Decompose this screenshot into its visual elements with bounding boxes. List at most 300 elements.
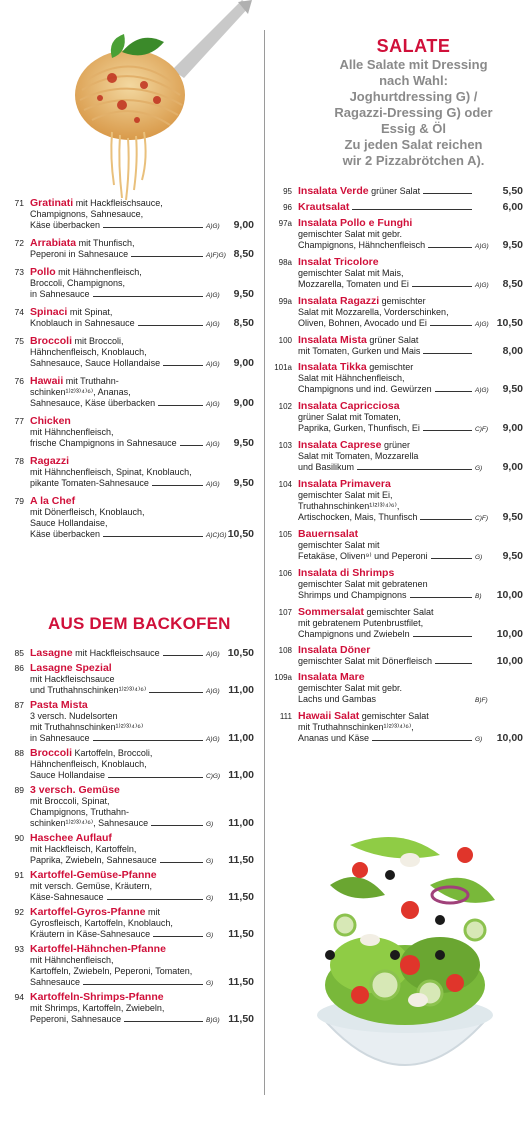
item-title-line [298, 529, 523, 540]
item-body [298, 711, 529, 745]
item-desc-last: Kräutern in Käse-Sahnesauce [30, 929, 151, 939]
item-desc: mit Hähnchenfleisch, [55, 267, 142, 277]
item-body [30, 456, 262, 490]
item-desc-line: Truthahnschinken¹⁾²⁾³⁾⁴⁾⁶⁾, [298, 501, 400, 511]
item-title-line [298, 257, 523, 268]
item-title: Insalata Capricciosa [298, 400, 400, 412]
item-desc-line: mit Hackfleischsauce [30, 674, 115, 684]
dot-leader [138, 325, 203, 326]
item-price: 9,00 [233, 357, 254, 369]
menu-item [268, 186, 529, 197]
menu-item [268, 672, 529, 706]
item-desc-line: schinken¹⁾²⁾³⁾⁴⁾⁶⁾, Ananas, [30, 387, 131, 397]
item-body [30, 907, 262, 941]
item-title-line [30, 944, 254, 955]
dot-leader [352, 209, 472, 210]
dot-leader [152, 485, 203, 486]
item-desc-last: und Truthahnschinken¹⁾²⁾³⁾⁴⁾⁶⁾ [30, 685, 147, 695]
item-price-line [30, 818, 254, 830]
item-desc-line: mit Broccoli, Spinat, [30, 796, 110, 806]
item-body [30, 238, 262, 261]
item-number: 96 [283, 203, 292, 212]
item-price: 8,50 [502, 278, 523, 290]
allergen-codes: B) [475, 593, 482, 600]
item-price-line [298, 629, 523, 640]
item-title-line [30, 416, 254, 427]
item-title-line [30, 663, 254, 674]
item-price-line [30, 733, 254, 745]
item-title-line [30, 748, 254, 759]
item-body [298, 362, 529, 396]
item-number: 99a [278, 297, 292, 306]
item-price: 8,50 [233, 317, 254, 329]
item-number: 73 [14, 267, 24, 277]
item-desc: gemischter Salat [363, 607, 434, 617]
item-desc-last: Shrimps und Champignons [298, 590, 407, 600]
item-body [298, 568, 529, 602]
item-title: Insalat Tricolore [298, 256, 379, 268]
item-price-line [30, 977, 254, 989]
item-desc-last: Oliven, Bohnen, Avocado und Ei [298, 318, 427, 328]
item-number: 86 [14, 663, 24, 673]
menu-item [0, 336, 262, 370]
backofen-heading: AUS DEM BACKOFEN [48, 614, 231, 633]
item-price-line [30, 318, 254, 330]
menu-item [268, 479, 529, 524]
item-body [298, 529, 529, 563]
item-price: 9,50 [502, 383, 523, 395]
item-number: 108 [278, 646, 292, 655]
item-desc-last: und Basilikum [298, 462, 355, 472]
dot-leader [93, 740, 203, 741]
item-price: 9,00 [502, 461, 523, 473]
dot-leader [357, 469, 472, 470]
allergen-codes: A)G) [206, 292, 220, 299]
item-desc-line: mit gebratenem Putenbrustfilet, [298, 618, 424, 628]
item-price-line [30, 929, 254, 941]
item-desc-last: mit Tomaten, Gurken und Mais [298, 346, 421, 356]
item-price: 10,00 [496, 732, 523, 744]
item-body [30, 700, 262, 745]
item-number: 104 [278, 480, 292, 489]
item-title-line [30, 198, 254, 209]
item-desc-line: mit Hähnchenfleisch, [30, 955, 114, 965]
allergen-codes: A)G) [206, 441, 220, 448]
item-desc-last: Fetakäse, Oliven⁹⁾ und Peperoni [298, 551, 428, 561]
item-price: 11,00 [228, 817, 254, 829]
item-price-line [298, 186, 523, 197]
item-body [298, 257, 529, 291]
item-body [298, 440, 529, 474]
item-desc-last: Käse-Sahnesauce [30, 892, 104, 902]
menu-item [268, 645, 529, 667]
item-title-line [30, 907, 254, 918]
item-title-line [30, 336, 254, 347]
item-price: 10,50 [227, 647, 254, 659]
salate-subtitle-line: Ragazzi-Dressing G) oder [334, 105, 493, 120]
salate-subtitle-line: Essig & Öl [380, 121, 447, 136]
item-title-line [30, 870, 254, 881]
item-number: 90 [14, 833, 24, 843]
menu-item [268, 257, 529, 291]
allergen-codes: G) [475, 465, 483, 472]
item-desc-line: grüner Salat mit Tomaten, [298, 412, 401, 422]
item-number: 93 [14, 944, 24, 954]
item-price-line [298, 318, 523, 330]
menu-item [0, 870, 262, 904]
item-price-line [30, 855, 254, 867]
item-desc-line: Sauce Hollandaise, [30, 518, 108, 528]
item-price-line [298, 240, 523, 252]
dot-leader [83, 984, 203, 985]
item-price: 10,00 [496, 628, 523, 640]
dot-leader [160, 862, 203, 863]
item-desc-line: Kartoffeln, Zwiebeln, Peperoni, Tomaten, [30, 966, 193, 976]
menu-item [0, 748, 262, 782]
item-body [298, 401, 529, 435]
item-title-line [298, 401, 523, 412]
item-desc-line: gemischter Salat mit gebr. [298, 229, 403, 239]
item-number: 97a [278, 219, 292, 228]
item-body [30, 663, 262, 697]
item-price-line [30, 648, 254, 660]
item-title: Sommersalat [298, 606, 364, 618]
item-body [298, 186, 529, 197]
dot-leader [131, 256, 203, 257]
menu-item [268, 218, 529, 252]
item-price-line [298, 462, 523, 474]
item-price: 10,50 [496, 317, 523, 329]
item-title: Insalata Caprese [298, 439, 382, 451]
item-title: Insalata Pollo e Funghi [298, 217, 413, 229]
item-number: 107 [278, 608, 292, 617]
item-number: 92 [14, 907, 24, 917]
menu-item [268, 711, 529, 745]
item-price: 11,50 [228, 928, 254, 940]
menu-item [0, 307, 262, 330]
allergen-codes: A)G) [206, 736, 220, 743]
item-body [30, 870, 262, 904]
item-body [30, 992, 262, 1026]
item-price: 11,50 [228, 854, 254, 866]
item-desc-last: Mozzarella, Tomaten und Ei [298, 279, 409, 289]
item-title-line [30, 700, 254, 711]
item-title: Pollo [30, 266, 56, 278]
pasta-menu-list [0, 198, 262, 547]
item-title: Insalata Primavera [298, 478, 391, 490]
item-price: 11,50 [228, 891, 254, 903]
item-body [298, 607, 529, 640]
salate-subtitle-line: Alle Salate mit Dressing [339, 57, 488, 72]
item-body [30, 336, 262, 370]
item-title: 3 versch. Gemüse [30, 784, 120, 796]
item-body [30, 376, 262, 410]
salad-bowl-image [290, 815, 520, 1115]
item-number: 109a [274, 673, 292, 682]
salate-heading: SALATE [376, 36, 451, 56]
item-price: 10,00 [496, 655, 523, 667]
item-desc: mit Hackfleischsauce [72, 648, 160, 658]
item-title: Insalata Mista [298, 334, 367, 346]
item-desc-line: mit Shrimps, Kartoffeln, Zwiebeln, [30, 1003, 165, 1013]
item-price-line [30, 478, 254, 490]
item-body [30, 785, 262, 830]
dot-leader [431, 558, 472, 559]
item-title-line [30, 376, 254, 387]
item-desc: gemischter [366, 362, 414, 372]
item-title: Kartoffel-Gyros-Pfanne [30, 906, 146, 918]
item-desc-last: Ananas und Käse [298, 733, 370, 743]
menu-item [268, 529, 529, 563]
item-desc: grüner Salat [366, 335, 419, 345]
menu-item [268, 607, 529, 640]
item-price: 11,00 [228, 769, 254, 781]
item-title: Lasagne Spezial [30, 662, 112, 674]
item-price-line [298, 384, 523, 396]
item-price: 9,50 [233, 437, 254, 449]
item-number: 88 [14, 748, 24, 758]
item-desc: mit Spinat, [67, 307, 113, 317]
item-title: Insalata Mare [298, 671, 365, 683]
allergen-codes: C)F) [475, 515, 488, 522]
item-number: 77 [14, 416, 24, 426]
menu-item [0, 663, 262, 697]
item-desc: gemischter [379, 296, 426, 306]
item-price: 8,50 [233, 248, 254, 260]
item-body [30, 198, 262, 232]
dot-leader [410, 597, 472, 598]
item-desc-last: Champignons und Zwiebeln [298, 629, 410, 639]
item-desc-line: mit versch. Gemüse, Kräutern, [30, 881, 153, 891]
item-desc-last: Käse überbacken [30, 220, 101, 230]
dot-leader [93, 296, 203, 297]
item-number: 72 [14, 238, 24, 248]
item-desc-line: mit Dönerfleisch, Knoblauch, [30, 507, 145, 517]
menu-item [268, 362, 529, 396]
item-title: Arrabiata [30, 237, 77, 249]
menu-item [0, 416, 262, 450]
item-desc-last: in Sahnesauce [30, 289, 90, 299]
item-title: Chicken [30, 415, 71, 427]
item-body [298, 479, 529, 524]
salate-subtitle-line: Zu jeden Salat reichen [344, 137, 483, 152]
allergen-codes: C)F) [475, 426, 488, 433]
allergen-codes: A)G) [206, 401, 220, 408]
menu-item [0, 376, 262, 410]
dot-leader [435, 391, 472, 392]
item-title-line [30, 267, 254, 278]
item-title-line [298, 218, 523, 229]
dot-leader [412, 286, 472, 287]
item-desc-line: Salat mit Tomaten, Mozzarella [298, 451, 419, 461]
item-price-line [298, 656, 523, 667]
item-desc-line: Gyrosfleisch, Kartoffeln, Knoblauch, [30, 918, 173, 928]
item-price-line [30, 892, 254, 904]
item-price: 5,50 [502, 185, 523, 197]
item-title: Hawaii Salat [298, 710, 360, 722]
item-price: 9,00 [233, 219, 254, 231]
item-price-line [298, 551, 523, 563]
allergen-codes: G) [206, 932, 214, 939]
menu-item [0, 456, 262, 490]
item-price-line [30, 770, 254, 782]
item-title-line [30, 992, 254, 1003]
dot-leader [163, 655, 203, 656]
item-price-line [30, 1014, 254, 1026]
item-title: Insalata Döner [298, 644, 371, 656]
menu-item [0, 700, 262, 745]
item-title: Krautsalat [298, 201, 350, 213]
allergen-codes: A)G) [206, 688, 220, 695]
item-desc-last: Käse überbacken [30, 529, 101, 539]
item-body [298, 672, 529, 706]
item-body [298, 335, 529, 357]
dot-leader [435, 663, 472, 664]
item-title: Insalata Tikka [298, 361, 367, 373]
item-desc-line: gemischter Salat mit Mais, [298, 268, 404, 278]
item-desc-line: mit Truthahnschinken¹⁾²⁾³⁾⁴⁾⁶⁾, [298, 722, 414, 732]
menu-item [0, 198, 262, 232]
item-desc: mit [145, 907, 161, 917]
salate-subtitle [298, 57, 529, 169]
item-title: Insalata di Shrimps [298, 567, 395, 579]
item-number: 105 [278, 530, 292, 539]
item-title-line [30, 496, 254, 507]
allergen-codes: A)G) [475, 321, 489, 328]
item-price: 11,50 [228, 976, 254, 988]
item-body [30, 833, 262, 867]
item-price: 9,50 [233, 477, 254, 489]
item-title: Broccoli [30, 335, 73, 347]
item-title: Kartoffel-Hähnchen-Pfanne [30, 943, 166, 955]
item-price-line [298, 512, 523, 524]
item-title-line [298, 296, 523, 307]
allergen-codes: A)G) [475, 282, 489, 289]
item-desc: mit Broccoli, [72, 336, 124, 346]
item-title-line [298, 362, 523, 373]
item-number: 95 [283, 187, 292, 196]
item-number: 76 [14, 376, 24, 386]
item-title: A la Chef [30, 495, 76, 507]
item-desc: mit Truthahn- [63, 376, 119, 386]
item-desc-last: Champignons und ind. Gewürzen [298, 384, 432, 394]
menu-item [0, 238, 262, 261]
menu-item [0, 833, 262, 867]
item-desc-line: Champignons, Sahnesauce, [30, 209, 144, 219]
item-number: 102 [278, 402, 292, 411]
allergen-codes: G) [206, 858, 214, 865]
item-desc: mit Hackfleischsauce, [73, 198, 163, 208]
item-desc-last: Sauce Hollandaise [30, 770, 106, 780]
item-desc-last: Sahnesauce [30, 977, 81, 987]
item-body [30, 267, 262, 301]
item-price: 9,50 [502, 550, 523, 562]
allergen-codes: C)G) [206, 773, 221, 780]
item-title-line [298, 440, 523, 451]
allergen-codes: A)G) [206, 321, 220, 328]
item-price: 9,00 [233, 397, 254, 409]
item-body [30, 416, 262, 450]
menu-item [0, 785, 262, 830]
salate-menu-list [268, 186, 529, 750]
item-desc: grüner [381, 440, 410, 450]
allergen-codes: G) [206, 895, 214, 902]
allergen-codes: B)F) [475, 697, 488, 704]
item-title-line [298, 645, 523, 656]
item-price-line [298, 694, 523, 706]
item-body [298, 202, 529, 213]
item-title-line [30, 833, 254, 844]
item-desc-last: pikante Tomaten-Sahnesauce [30, 478, 149, 488]
item-desc-last: Peperoni in Sahnesauce [30, 249, 129, 259]
item-desc-line: gemischter Salat mit Ei, [298, 490, 393, 500]
item-title: Haschee Auflauf [30, 832, 112, 844]
item-title: Broccoli [30, 747, 73, 759]
item-desc-last: Lachs und Gambas [298, 694, 377, 704]
item-title: Insalata Verde [298, 185, 369, 197]
menu-item [0, 267, 262, 301]
item-desc-line: Hähnchenfleisch, Knoblauch, [30, 759, 147, 769]
dot-leader [180, 445, 203, 446]
backofen-menu-list [0, 648, 262, 1029]
item-title-line [298, 672, 523, 683]
allergen-codes: B)G) [206, 1017, 220, 1024]
item-title: Lasagne [30, 647, 73, 659]
item-title-line [30, 456, 254, 467]
dot-leader [423, 353, 472, 354]
item-desc-line: mit Hähnchenfleisch, Spinat, Knoblauch, [30, 467, 192, 477]
item-price-line [298, 279, 523, 291]
dot-leader [372, 740, 472, 741]
item-number: 106 [278, 569, 292, 578]
item-desc-last: gemischter Salat mit Dönerfleisch [298, 656, 433, 666]
salate-subtitle-line: Joghurtdressing G) / [349, 89, 478, 104]
item-desc-last: in Sahnesauce [30, 733, 90, 743]
item-price: 11,50 [228, 1013, 254, 1025]
item-price-line [298, 590, 523, 602]
item-price-line [30, 398, 254, 410]
salate-header [298, 36, 529, 169]
item-body [30, 944, 262, 989]
item-price-line [298, 733, 523, 745]
item-title: Kartoffeln-Shrimps-Pfanne [30, 991, 164, 1003]
item-price-line [30, 249, 254, 261]
item-number: 85 [14, 648, 24, 658]
dot-leader [163, 365, 203, 366]
item-body [30, 648, 262, 660]
item-price: 9,50 [233, 288, 254, 300]
pasta-fork-image [52, 0, 252, 205]
item-number: 89 [14, 785, 24, 795]
item-desc-last: Paprika, Zwiebeln, Sahnesauce [30, 855, 157, 865]
menu-item [268, 440, 529, 474]
item-desc-last: Sahnesauce, Käse überbacken [30, 398, 156, 408]
item-title-line [298, 711, 523, 722]
item-price: 8,00 [502, 345, 523, 357]
allergen-codes: A)C)G) [206, 532, 227, 539]
item-desc-line: Champignons, Truthahn- [30, 807, 130, 817]
menu-item [268, 335, 529, 357]
item-price: 11,00 [228, 684, 254, 696]
item-desc-last: schinken¹⁾²⁾³⁾⁴⁾⁶⁾, Sahnesauce [30, 818, 149, 828]
item-price-line [30, 685, 254, 697]
item-number: 79 [14, 496, 24, 506]
item-body [30, 748, 262, 782]
menu-item [0, 907, 262, 941]
item-title: Insalata Ragazzi [298, 295, 380, 307]
item-desc-last: Champignons, Hähnchenfleisch [298, 240, 426, 250]
item-body [30, 496, 262, 541]
